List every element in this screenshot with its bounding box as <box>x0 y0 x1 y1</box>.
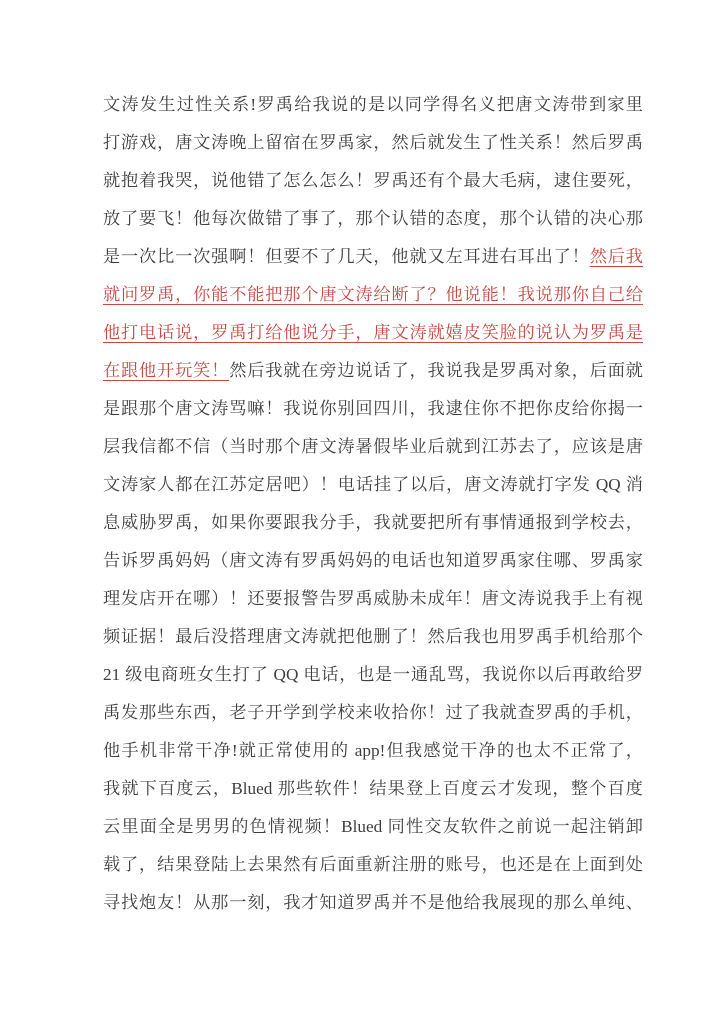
text-line <box>103 884 643 922</box>
text-line <box>103 732 643 770</box>
text-run: 寻找炮友！从那一刻，我才知道罗禹并不是他给我展现的那么单纯、 <box>103 893 643 912</box>
text-run: 是一次比一次强啊！但要不了几天，他就又左耳进右耳出了！ <box>103 247 590 266</box>
text-line <box>103 466 643 504</box>
text-line <box>103 542 643 580</box>
text-line <box>103 428 643 466</box>
highlighted-text-red: 他打电话说，罗禹打给他说分手，唐文涛就嬉皮笑脸的说认为罗禹是 <box>103 323 643 342</box>
highlighted-text-red: 就问罗禹，你能不能把那个唐文涛给断了？他说能！我说那你自己给 <box>103 285 643 304</box>
text-run: 禹发那些东西，老子开学到学校来收拾你！过了我就查罗禹的手机， <box>103 703 643 722</box>
text-line <box>103 846 643 884</box>
text-run: 层我信都不信（当时那个唐文涛暑假毕业后就到江苏去了，应该是唐 <box>103 437 643 456</box>
text-run: 放了要飞！他每次做错了事了，那个认错的态度，那个认错的决心那 <box>103 209 643 228</box>
text-run: 理发店开在哪）！还要报警告罗禹威胁未成年！唐文涛说我手上有视 <box>103 589 643 608</box>
text-run: 就抱着我哭，说他错了怎么怎么！罗禹还有个最大毛病，逮住要死， <box>103 171 643 190</box>
text-run: 然后我就在旁边说话了，我说我是罗禹对象，后面就 <box>229 361 643 380</box>
text-run: 文涛家人都在江苏定居吧）！电话挂了以后，唐文涛就打字发 QQ 消 <box>103 475 643 494</box>
text-line <box>103 808 643 846</box>
text-line <box>103 390 643 428</box>
text-line <box>103 352 643 390</box>
text-line <box>103 124 643 162</box>
text-line <box>103 314 643 352</box>
text-line <box>103 276 643 314</box>
text-run: 是跟那个唐文涛骂嘛！我说你别回四川，我逮住你不把你皮给你揭一 <box>103 399 643 418</box>
text-run: 云里面全是男男的色情视频！Blued 同性交友软件之前说一起注销卸 <box>103 817 643 836</box>
text-line <box>103 656 643 694</box>
text-line <box>103 162 643 200</box>
text-line <box>103 770 643 808</box>
highlighted-text-red: 然后我 <box>589 247 643 266</box>
text-run: 载了，结果登陆上去果然有后面重新注册的账号，也还是在上面到处 <box>103 855 643 874</box>
text-run: 文涛发生过性关系!罗禹给我说的是以同学得名义把唐文涛带到家里 <box>103 95 643 114</box>
text-run: 告诉罗禹妈妈（唐文涛有罗禹妈妈的电话也知道罗禹家住哪、罗禹家 <box>103 551 643 570</box>
body-text <box>103 86 643 922</box>
text-run: 打游戏，唐文涛晚上留宿在罗禹家，然后就发生了性关系！然后罗禹 <box>103 133 643 152</box>
text-line <box>103 200 643 238</box>
text-run: 他手机非常干净!就正常使用的 app!但我感觉干净的也太不正常了， <box>103 741 643 760</box>
text-line <box>103 618 643 656</box>
text-line <box>103 238 643 276</box>
text-line <box>103 580 643 618</box>
text-run: 我就下百度云，Blued 那些软件！结果登上百度云才发现，整个百度 <box>103 779 643 798</box>
text-run: 21 级电商班女生打了 QQ 电话，也是一通乱骂，我说你以后再敢给罗 <box>103 665 643 684</box>
text-run: 频证据！最后没搭理唐文涛就把他删了！然后我也用罗禹手机给那个 <box>103 627 643 646</box>
text-line <box>103 504 643 542</box>
text-line <box>103 694 643 732</box>
text-run: 息威胁罗禹，如果你要跟我分手，我就要把所有事情通报到学校去， <box>103 513 643 532</box>
text-line <box>103 86 643 124</box>
highlighted-text-red: 在跟他开玩笑！ <box>103 361 230 380</box>
